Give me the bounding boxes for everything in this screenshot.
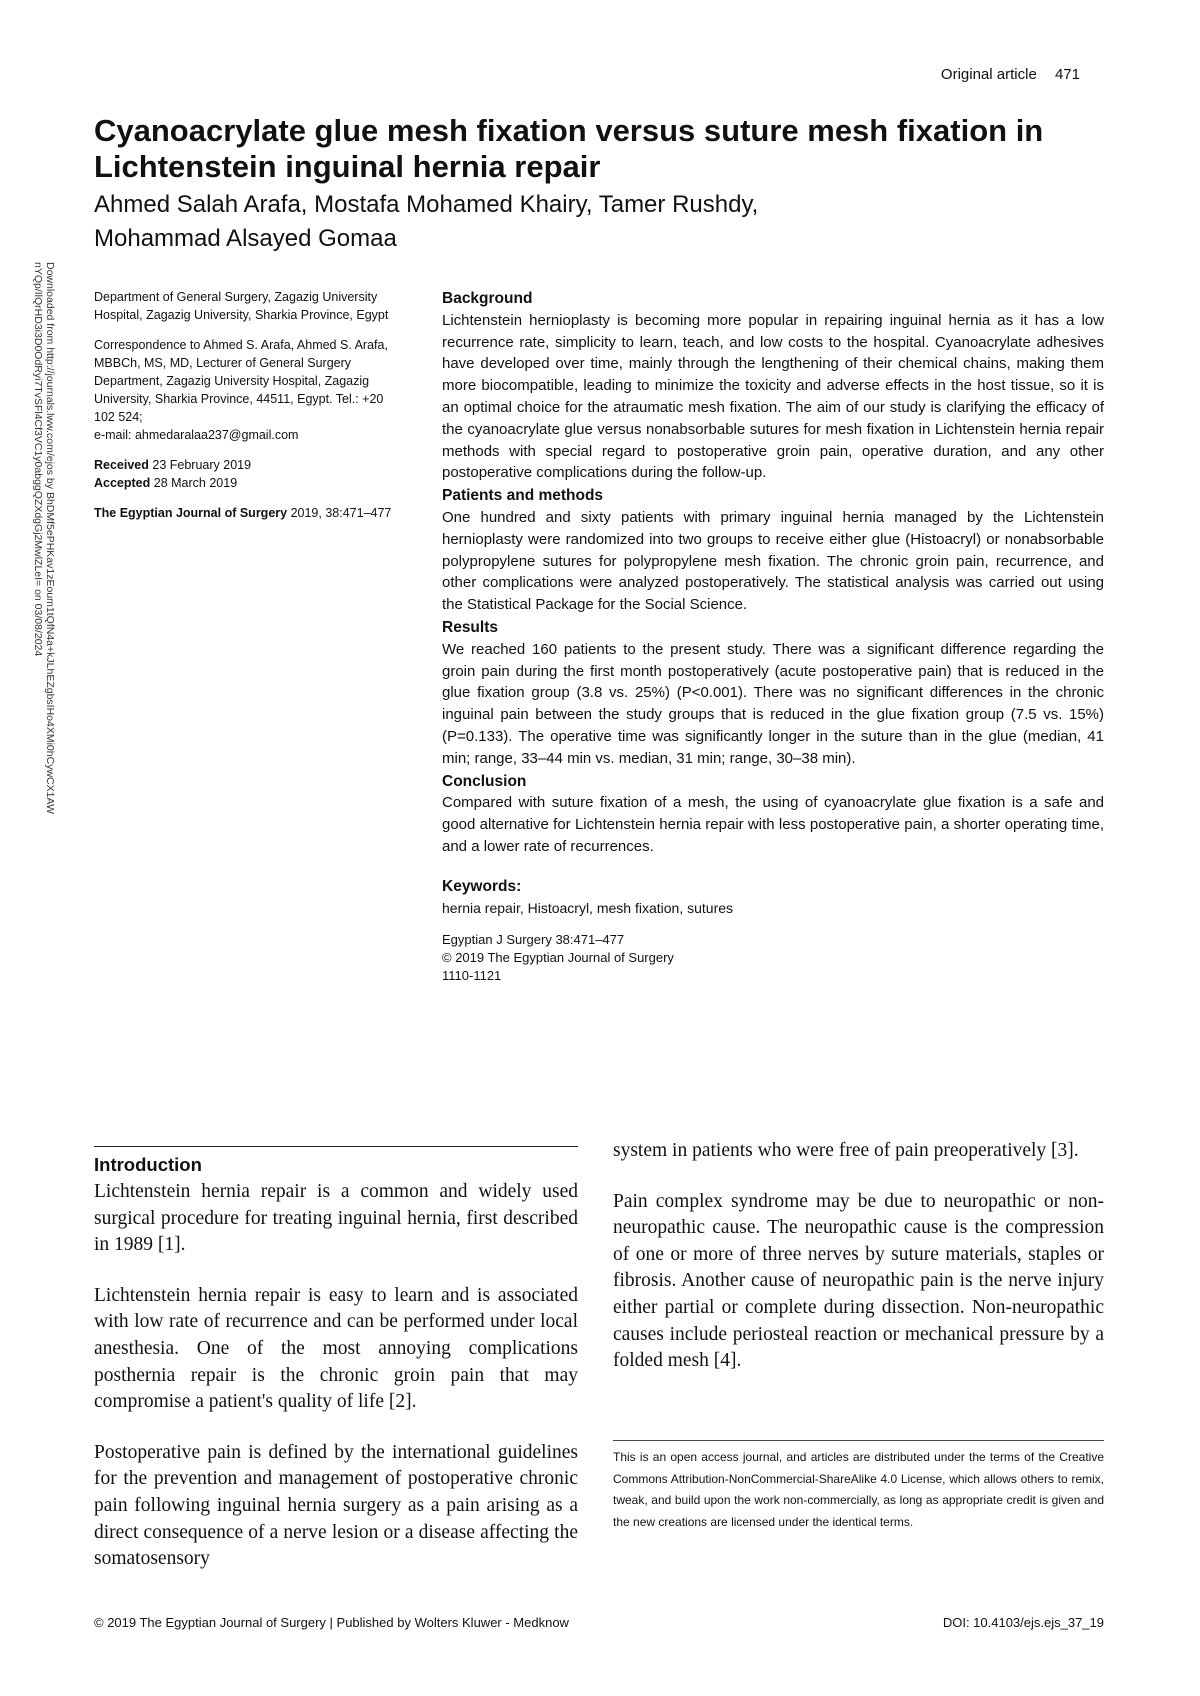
author-line: Ahmed Salah Arafa, Mostafa Mohamed Khairy, Tamer Rushdy, [94,191,759,218]
page-number: 471 [1054,66,1080,83]
abstract-methods: One hundred and sixty patients with primary inguinal hernia managed by the Lichtenstein hernioplasty were randomized into two groups to receive either glue (Histoacryl) or nonabsorbable polypropylene sutures for polypropylene mesh fixation. The chronic groin pain, recurrence, and other complications were analyzed postoperatively. The statistical analysis was carried out using the Statistical Package for the Social Science. [442,508,1104,614]
citation-line: Egyptian J Surgery 38:471–477 [442,932,625,948]
side-note-line: nYQp/IlQrHD3i3D0OdRyi7TvSFl4Cf3VC1y0abggQZXdgGj2MwlZLeI= on 03/08/2024 [32,262,44,657]
body-paragraph: system in patients who were free of pain preoperatively [3]. [613,1140,1079,1161]
keywords-heading: Keywords: [442,877,522,895]
department: Department of General Surgery, Zagazig University Hospital, Zagazig University, Sharkia Province, Egypt [94,290,389,322]
abstract-heading-conclusion: Conclusion [442,772,527,790]
author-list [94,188,1104,256]
section-label: Original article [940,66,1037,83]
received-label: Received [94,458,149,472]
introduction-heading: Introduction [94,1154,202,1175]
dates [94,456,402,492]
author-line: Mohammad Alsayed Gomaa [94,225,397,252]
body-paragraph: Postoperative pain is defined by the international guidelines for the prevention and management of postoperative chronic pain following inguinal hernia surgery as a pain arising as a direct consequence of a nerve lesion or a disease affecting the somatosensory [94,1441,578,1570]
column-divider [94,1146,578,1147]
abstract-results: We reached 160 patients to the present study. There was a significant difference regarding the groin pain during the first month postoperatively (acute postoperative pain) that is reduced in the glue fixation group (3.8 vs. 25%) (P<0.001). There was no significant differences in the chronic inguinal pain between the study groups that is reduced in the glue fixation group (7.5 vs. 15%) (P=0.133). The operative time was significantly longer in the suture than in the glue (median, 41 min; range, 33–44 min vs. median, 31 min; range, 30–38 min). [442,640,1104,767]
body-column-left [94,1152,578,1597]
footer-doi: DOI: 10.4103/ejs.ejs_37_19 [942,1615,1104,1630]
body-column-right [613,1138,1104,1399]
keywords: hernia repair, Histoacryl, mesh fixation, sutures [442,899,734,916]
running-head [941,66,1080,83]
download-side-note [32,262,56,902]
abstract-heading-methods: Patients and methods [442,487,604,505]
issn-line: 1110-1121 [442,968,502,984]
abstract-background: Lichtenstein hernioplasty is becoming more popular in repairing inguinal hernia as it has a low recurrence rate, simplicity to learn, teach, and low costs to the hospital. Cyanoacrylate adhesives have developed over time, mainly through the lengthening of their chemical chains, making them more biocompatible, leading to minimize the toxicity and adverse effects in the host tissue, so it is an optimal choice for the atraumatic mesh fixation. The aim of our study is clarifying the efficacy of the cyanoacrylate glue versus nonabsorbable sutures for mesh fixation in Lichtenstein hernia repair methods with special regard to postoperative groin pain, operative duration, and any other postoperative complications during the follow-up. [442,311,1104,482]
copyright-line: © 2019 The Egyptian Journal of Surgery [442,950,674,966]
article-title: Cyanoacrylate glue mesh fixation versus suture mesh fixation in Lichtenstein inguinal hernia repair [94,113,1044,184]
received-date: 23 February 2019 [152,458,252,472]
body-paragraph: Pain complex syndrome may be due to neuropathic or non-neuropathic cause. The neuropathic cause is the compression of one or more of three nerves by suture materials, staples or fibrosis. Another cause of neuropathic pain is the nerve injury either partial or complete during dissection. Non-neuropathic causes include periosteal reaction or mechanical pressure by a folded mesh [4]. [613,1190,1104,1372]
email: e-mail: ahmedaralaa237@gmail.com [94,428,299,442]
body-paragraph: Lichtenstein hernia repair is easy to learn and is associated with low rate of recurrence and can be performed under local anesthesia. One of the most annoying complications posthernia repair is the chronic groin pain that may compromise a patient's quality of life [2]. [94,1284,578,1413]
journal-reference: The Egyptian Journal of Surgery 2019, 38:471–477 [94,506,392,520]
abstract [442,288,1104,985]
accepted-date: 28 March 2019 [153,476,238,490]
abstract-heading-background: Background [442,290,533,307]
accepted-label: Accepted [94,476,151,490]
affiliation-block [94,288,402,534]
side-note-line: Downloaded from http://journals.lww.com/ejos by BhDMf5ePHKav1zEoum1tQfN4a+kJLhEZgbsIHo4XMi0hCywCX1AW [44,262,56,814]
license-divider [613,1440,1104,1441]
body-paragraph: Lichtenstein hernia repair is a common and widely used surgical procedure for treating inguinal hernia, first described in 1989 [1]. [94,1181,578,1256]
footer-copyright: © 2019 The Egyptian Journal of Surgery | Published by Wolters Kluwer - Medknow [94,1615,569,1630]
correspondence: Correspondence to Ahmed S. Arafa, Ahmed S. Arafa, MBBCh, MS, MD, Lecturer of General Surgery Department, Zagazig University Hospital, Zagazig University, Sharkia Province, 44511, Egypt. Tel.: +20 102 524; e-mail: ahmedaralaa237@gmail.com [94,338,388,442]
abstract-heading-results: Results [442,618,498,636]
abstract-conclusion: Compared with suture fixation of a mesh, the using of cyanoacrylate glue fixation is a safe and good alternative for Lichtenstein hernia repair with less postoperative pain, a shorter operating time, and a lower rate of recurrences. [442,794,1104,855]
license-note: This is an open access journal, and articles are distributed under the terms of the Creative Commons Attribution-NonCommercial-ShareAlike 4.0 License, which allows others to remix, tweak, and build upon the work non-commercially, as long as appropriate credit is given and the new creations are licensed under the identical terms. [613,1450,1104,1529]
